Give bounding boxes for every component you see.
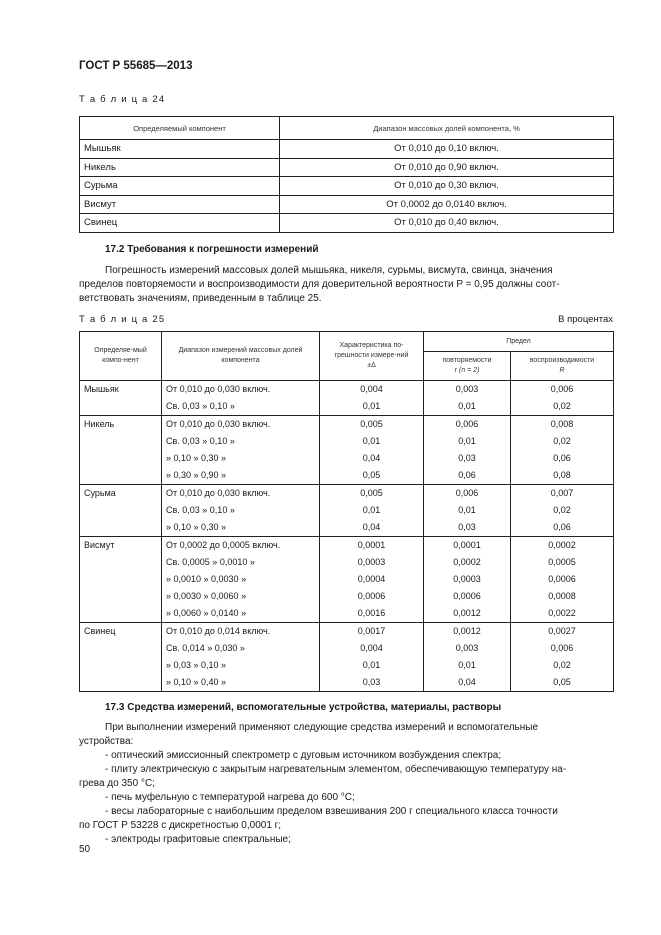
table25-r [424, 485, 511, 537]
value-R: 0,02 [553, 505, 571, 515]
table25-R [511, 416, 614, 485]
range-line: Св. 0,03 » 0,10 » [166, 505, 235, 515]
table25-header-repeat-text: повторяемости [442, 357, 492, 365]
table25-header-range-text: Диапазон измерений массовых долей компонента [178, 347, 303, 364]
value-R: 0,006 [550, 384, 574, 394]
range-line: Св. 0,03 » 0,10 » [166, 401, 235, 411]
table24-cell-range: От 0,010 до 0,90 включ. [280, 158, 614, 177]
section-17-3-line1: При выполнении измерений применяют следующие средства измерений и вспомогательные [105, 722, 539, 733]
table25-element: Мышьяк [80, 381, 162, 416]
range-line: » 0,03 » 0,10 » [166, 660, 227, 670]
table25-R [511, 537, 614, 623]
document-header: ГОСТ Р 55685—2013 [79, 60, 193, 72]
list-item: грева до 350 °C; [79, 778, 155, 789]
value-r: 0,0001 [453, 540, 481, 550]
value-R: 0,0008 [548, 591, 576, 601]
table-row [80, 140, 614, 159]
value-R: 0,006 [550, 643, 574, 653]
value-R: 0,02 [553, 660, 571, 670]
value-delta: 0,0016 [357, 608, 386, 618]
table24-header-range: Диапазон массовых долей компонента, % [280, 117, 614, 140]
range-line: » 0,10 » 0,30 » [166, 522, 227, 532]
value-R: 0,008 [550, 419, 574, 429]
value-R: 0,02 [553, 401, 571, 411]
table25-header-reprod-text: воспроизводимости [529, 357, 595, 365]
value-r: 0,01 [458, 505, 476, 515]
value-R: 0,0006 [548, 574, 576, 584]
table25-r [424, 416, 511, 485]
list-item: - печь муфельную с температурой нагрева до 600 °C; [105, 792, 355, 803]
section-17-3-title: 17.3 Средства измерений, вспомогательные устройства, материалы, растворы [105, 702, 502, 713]
table25-header-error-text: Характеристика по-грешности измере-ний ±Δ [334, 342, 409, 369]
value-delta: 0,01 [362, 401, 381, 411]
value-R: 0,007 [550, 488, 574, 498]
value-R: 0,0005 [548, 557, 576, 567]
value-delta: 0,01 [362, 436, 381, 446]
value-delta: 0,0001 [357, 540, 386, 550]
value-delta: 0,0006 [357, 591, 386, 601]
table25-delta [320, 381, 424, 416]
value-r: 0,0003 [453, 574, 481, 584]
page-number: 50 [79, 844, 91, 855]
section-17-2-line2: пределов повторяемости и воспроизводимости для доверительной вероятности P = 0,95 должны соот- [79, 279, 560, 290]
table25-header-component-text: Определяе-мый компо-нент [94, 347, 147, 364]
table25-ranges [162, 537, 320, 623]
table25-R [511, 485, 614, 537]
table25-header-repeat [424, 352, 511, 381]
value-r: 0,03 [458, 522, 476, 532]
table24-cell-name: Мышьяк [80, 140, 280, 159]
value-R: 0,0027 [548, 626, 576, 636]
table25-ranges [162, 381, 320, 416]
value-r: 0,04 [458, 677, 476, 687]
value-delta: 0,03 [362, 677, 381, 687]
value-r: 0,003 [455, 384, 479, 394]
value-r: 0,006 [455, 419, 479, 429]
table24-cell-range: От 0,010 до 0,30 включ. [280, 177, 614, 196]
value-delta: 0,04 [362, 453, 381, 463]
value-r: 0,01 [458, 660, 476, 670]
value-delta: 0,01 [362, 660, 381, 670]
table25-header-limit: Предел [424, 332, 614, 352]
value-r: 0,03 [458, 453, 476, 463]
section-17-2-title: 17.2 Требования к погрешности измерений [105, 244, 319, 255]
list-item: по ГОСТ Р 53228 с дискретностью 0,0001 г; [79, 820, 282, 831]
table25-caption: Т а б л и ц а 25 [79, 314, 166, 325]
table-row [80, 195, 614, 214]
table25-header-reprod [511, 352, 614, 381]
table-row [80, 623, 614, 692]
table25-header-reprod-sub: R [559, 367, 565, 375]
value-delta: 0,04 [362, 522, 381, 532]
table25-delta [320, 416, 424, 485]
list-item: - весы лабораторные с наибольшим пределом взвешивания 200 г специального класса точности [105, 806, 558, 817]
value-delta: 0,005 [360, 419, 383, 429]
value-R: 0,02 [553, 436, 571, 446]
table-row [80, 485, 614, 537]
list-item: - плиту электрическую с закрытым нагревательным элементом, обеспечивающую температуру на- [105, 764, 567, 775]
value-r: 0,0012 [453, 626, 481, 636]
table24-cell-range: От 0,010 до 0,10 включ. [280, 140, 614, 159]
range-line: » 0,10 » 0,30 » [166, 453, 227, 463]
range-line: Св. 0,03 » 0,10 » [166, 436, 235, 446]
table25-units: В процентах [558, 314, 613, 325]
range-line: От 0,0002 до 0,0005 включ. [166, 540, 281, 550]
table25-header-component [80, 332, 162, 381]
table25-r [424, 623, 511, 692]
table25-R [511, 381, 614, 416]
range-line: » 0,0030 » 0,0060 » [166, 591, 247, 601]
value-r: 0,01 [458, 436, 476, 446]
table25-element: Висмут [80, 537, 162, 623]
value-R: 0,0022 [548, 608, 576, 618]
table25-delta [320, 623, 424, 692]
section-17-3-line2: устройства: [79, 736, 134, 747]
range-line: От 0,010 до 0,014 включ. [166, 626, 271, 636]
table-row [80, 214, 614, 233]
table-24 [79, 116, 614, 233]
table25-delta [320, 537, 424, 623]
table24-cell-range: От 0,010 до 0,40 включ. [280, 214, 614, 233]
table24-cell-range: От 0,0002 до 0,0140 включ. [280, 195, 614, 214]
table25-ranges [162, 416, 320, 485]
table25-header-range [162, 332, 320, 381]
table-row [80, 158, 614, 177]
list-item: - электроды графитовые спектральные; [105, 834, 291, 845]
value-r: 0,003 [455, 643, 479, 653]
section-17-2-line1: Погрешность измерений массовых долей мышьяка, никеля, сурьмы, висмута, свинца, значения [105, 265, 553, 276]
table25-ranges [162, 623, 320, 692]
list-item: - оптический эмиссионный спектрометр с дуговым источником возбуждения спектра; [105, 750, 502, 761]
value-R: 0,05 [553, 677, 571, 687]
table25-ranges [162, 485, 320, 537]
value-delta: 0,0003 [357, 557, 386, 567]
value-R: 0,08 [553, 470, 571, 480]
table24-cell-name: Висмут [80, 195, 280, 214]
value-r: 0,0002 [453, 557, 481, 567]
value-r: 0,06 [458, 470, 476, 480]
range-line: » 0,0060 » 0,0140 » [166, 608, 247, 618]
table-row [80, 537, 614, 623]
table24-cell-name: Свинец [80, 214, 280, 233]
table24-header-component: Определяемый компонент [80, 117, 280, 140]
value-delta: 0,0017 [357, 626, 386, 636]
table25-r [424, 537, 511, 623]
value-R: 0,06 [553, 453, 571, 463]
value-delta: 0,01 [362, 505, 381, 515]
value-delta: 0,05 [362, 470, 381, 480]
value-r: 0,0006 [453, 591, 481, 601]
table-row [80, 381, 614, 416]
range-line: От 0,010 до 0,030 включ. [166, 384, 271, 394]
table-25 [79, 331, 614, 692]
value-r: 0,0012 [453, 608, 481, 618]
table25-element: Никель [80, 416, 162, 485]
section-17-2-line3: ветствовать значениям, приведенным в таблице 25. [79, 293, 322, 304]
value-delta: 0,0004 [357, 574, 386, 584]
value-delta: 0,005 [360, 488, 383, 498]
range-line: » 0,0010 » 0,0030 » [166, 574, 247, 584]
value-R: 0,0002 [548, 540, 576, 550]
value-delta: 0,004 [360, 643, 383, 653]
table24-cell-name: Никель [80, 158, 280, 177]
range-line: » 0,30 » 0,90 » [166, 470, 227, 480]
range-line: » 0,10 » 0,40 » [166, 677, 227, 687]
value-r: 0,01 [458, 401, 476, 411]
value-r: 0,006 [455, 488, 479, 498]
table25-delta [320, 485, 424, 537]
range-line: Св. 0,0005 » 0,0010 » [166, 557, 255, 567]
range-line: От 0,010 до 0,030 включ. [166, 419, 271, 429]
table-row [80, 416, 614, 485]
table25-header-repeat-sub: r (n = 2) [454, 367, 480, 375]
range-line: Св. 0,014 » 0,030 » [166, 643, 245, 653]
table25-header-error [320, 332, 424, 381]
table24-caption: Т а б л и ц а 24 [79, 94, 166, 105]
table24-cell-name: Сурьма [80, 177, 280, 196]
value-delta: 0,004 [360, 384, 383, 394]
table25-element: Свинец [80, 623, 162, 692]
range-line: От 0,010 до 0,030 включ. [166, 488, 271, 498]
table25-element: Сурьма [80, 485, 162, 537]
value-R: 0,06 [553, 522, 571, 532]
table25-r [424, 381, 511, 416]
table-row [80, 177, 614, 196]
table25-R [511, 623, 614, 692]
